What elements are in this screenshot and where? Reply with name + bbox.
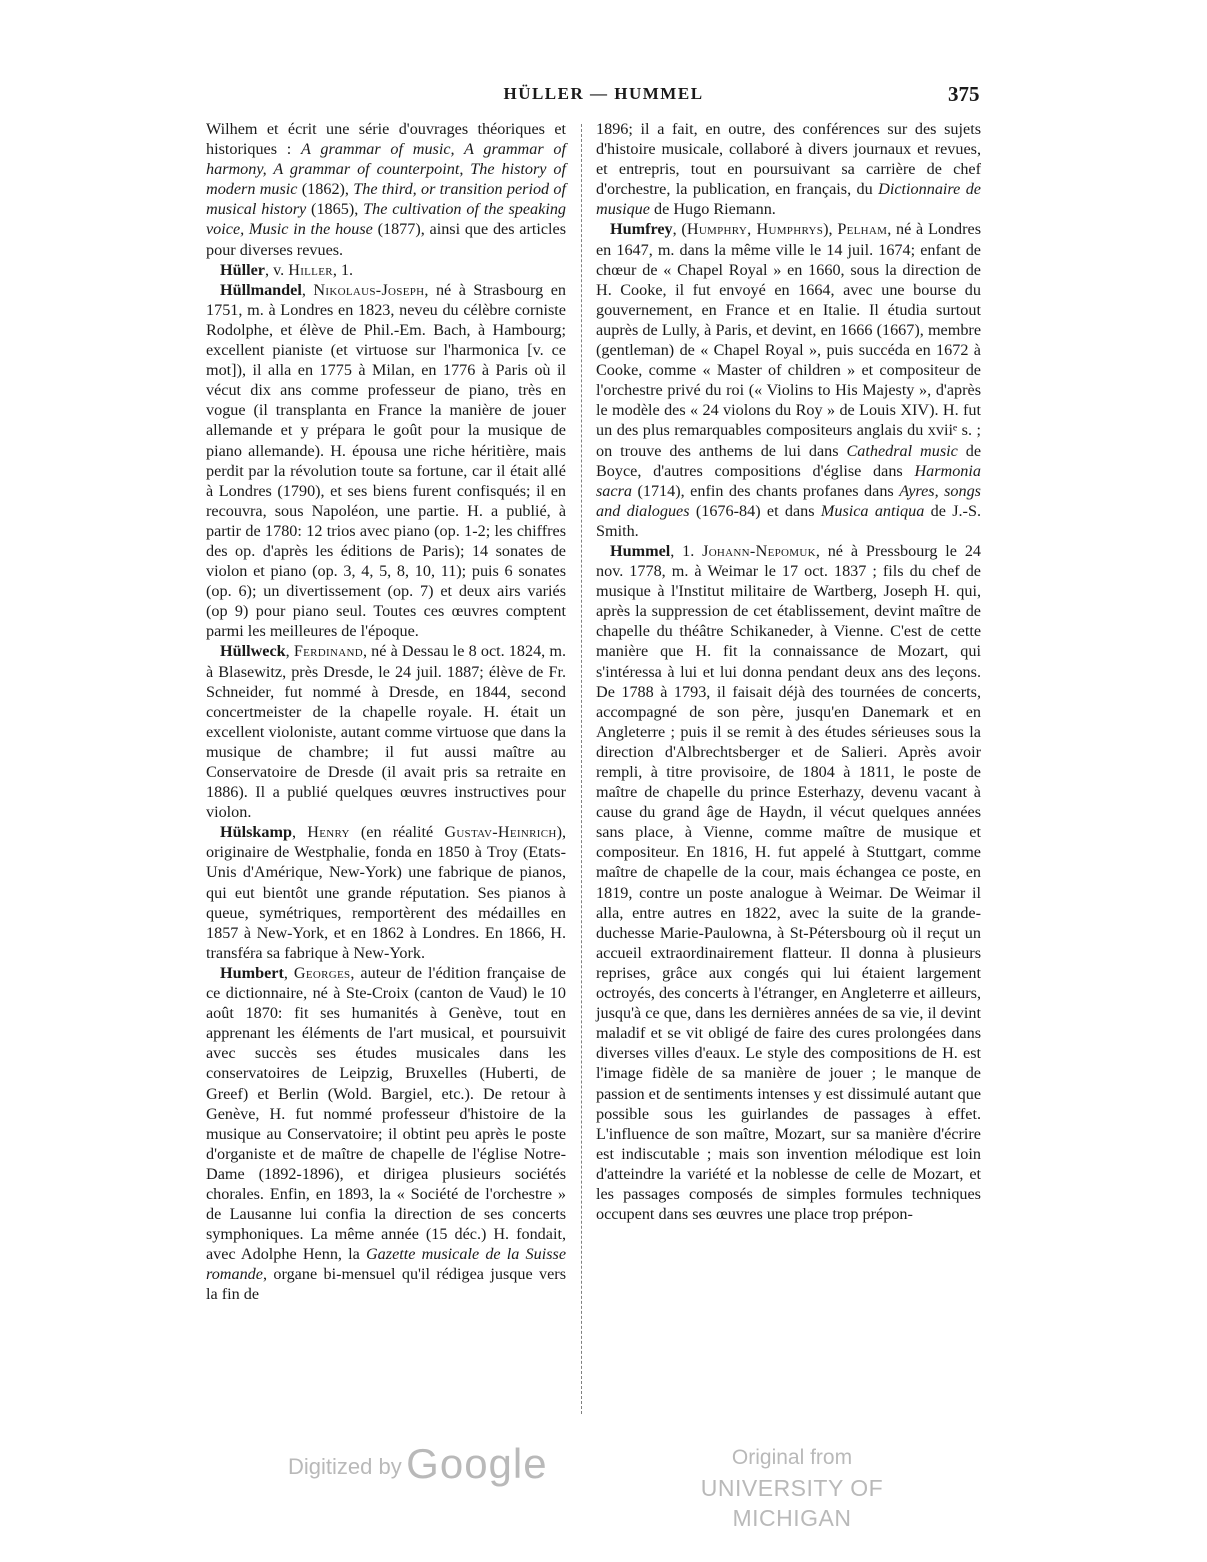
headword: Humbert bbox=[220, 963, 284, 982]
body-text: , 1. bbox=[332, 260, 354, 279]
body-text: 1896; il a fait, en outre, des conférences sur des sujets d'histoire musicale, collaboré à divers journaux et revues, et entrepris, tout en poursuivant sa carrière de chef d'orchestre, la publication, en français, du bbox=[596, 120, 981, 199]
body-text: , bbox=[301, 280, 314, 299]
body-text: (1714), enfin des chants profanes dans bbox=[631, 481, 900, 500]
headword: Hummel bbox=[610, 541, 671, 560]
dictionary-entry bbox=[206, 963, 566, 1305]
headword: Humfrey bbox=[610, 220, 673, 239]
body-text: de J.-S. Smith. bbox=[596, 501, 981, 540]
university-name: UNIVERSITY OF MICHIGAN bbox=[700, 1475, 884, 1531]
body-text: , 1. bbox=[670, 541, 703, 560]
dictionary-entry bbox=[596, 541, 981, 1224]
digitized-by-text: Digitized by bbox=[288, 1454, 402, 1479]
italic-title: The cultivation of the speaking voice, Music in the house bbox=[206, 200, 567, 239]
body-text: (en réalité bbox=[349, 823, 445, 842]
small-caps-name: Hiller bbox=[288, 260, 333, 279]
digitized-by-watermark bbox=[288, 1440, 548, 1488]
italic-title: Dictionnaire de musique bbox=[596, 180, 981, 219]
body-text: , organe bi-mensuel qu'il rédigea jusque vers la fin de bbox=[206, 1265, 566, 1304]
body-text: ), originaire de Westphalie, fonda en 1850 à Troy (Etats-Unis d'Amérique, New-York) une fabrique de pianos, qui eut bientôt une grande réputation. Ses pianos à queue, symétriques, remportèrent des médailles en 1857 à New-York, et en 1862 à Londres. En 1866, H. transféra sa fabrique à New-York. bbox=[206, 823, 567, 962]
body-text: de Boyce, d'autres compositions d'église dans bbox=[596, 441, 982, 480]
dictionary-entry bbox=[596, 219, 981, 541]
body-text: (1877), ainsi que des articles pour diverses revues. bbox=[206, 220, 566, 259]
body-text: , né à Londres en 1647, m. dans la même ville le 14 juil. 1674; enfant de chœur de « Chapel Royal » en 1660, sous la direction de H. Cooke, il fut envoyé en 1664, avec une bourse du gouvernement, en France et en Italie. Il étudia surtout auprès de Lully, à Paris, et devint, en 1666 (1667), membre (gentleman) de « Chapel Royal », puis succéda en 1672 à Cooke, comme « Master of children » et compositeur de l'orchestre privé du roi (« Violins to His Majesty », d'après le modèle des « 24 violons du Roy » de Louis XIV). H. fut un des plus remarquables compositeurs anglais du xviiᵉ s. ; on trouve des anthems de lui dans bbox=[596, 220, 982, 460]
small-caps-name: Gustav-Heinrich bbox=[444, 823, 557, 842]
dictionary-entry bbox=[206, 822, 566, 963]
small-caps-name: Henry bbox=[307, 823, 350, 842]
body-text: (1676-84) et dans bbox=[689, 501, 821, 520]
body-text: , né à Strasbourg en 1751, m. à Londres en 1823, neveu du célèbre corniste Rodolphe, et élève de Phil.-Em. Bach, à Hambourg; excellent pianiste (et virtuose sur l'harmonica [v. ce mot]), il alla en 1775 à Milan, en 1776 à Paris où il vécut dix ans comme professeur de piano, très en vogue (il transplanta en France la manière de jouer allemande et y prépara le goût pour la musique de piano allemande). H. épousa une riche héritière, mais perdit par la révolution toute sa fortune, car il était allé à Londres (1790), et ses biens furent confisqués; il en recouvra, sous Napoléon, une partie. H. a publié, à partir de 1780: 12 trios avec piano (op. 1-2; les chiffres des op. d'après les éditions de Paris); 14 sonates de violon et piano (op. 3, 4, 5, 8, 10, 11); puis 6 sonates (op. 6); un divertissement (op. 7) et deux airs variés (op 9) pour piano seul. Toutes ces œuvres comptent parmi les meilleures de l'époque. bbox=[206, 280, 567, 641]
italic-title: Cathedral music bbox=[846, 441, 958, 460]
body-text: , auteur de l'édition française de ce dictionnaire, né à Ste-Croix (canton de Vaud) le 10 août 1870: fit ses humanités à Genève, tout en apprenant les éléments de l'art musical, et poursuivit avec succès ses études musicales dans les conservatoires de Leipzig, Bruxelles (Huberti, de Greef) et Berlin (Wold. Bargiel, etc.). De retour à Genève, H. fut nommé professeur d'histoire de la musique au Conservatoire; il obtint peu après le poste d'organiste et de maître de chapelle de l'église Notre-Dame (1892-1896), et dirigea plusieurs sociétés chorales. Enfin, en 1893, la « Société de l'orchestre » de Lausanne lui confia la direction de ses concerts symphoniques. La même année (15 déc.) H. fondait, avec Adolphe Henn, la bbox=[206, 963, 566, 1264]
small-caps-name: Johann-Nepomuk bbox=[702, 541, 816, 560]
headword: Hüllweck bbox=[220, 642, 286, 661]
body-text: de Hugo Riemann. bbox=[649, 200, 776, 219]
body-text: (1862), bbox=[297, 180, 354, 199]
italic-title: A grammar of music, A grammar of harmony, A grammar of counterpoint, The history of modern music bbox=[206, 140, 566, 199]
column-divider bbox=[581, 124, 582, 1414]
headword: Hülskamp bbox=[220, 823, 292, 842]
body-text: , v. bbox=[264, 260, 289, 279]
small-caps-name: Ferdinand bbox=[293, 642, 363, 661]
italic-title: Ayres, songs and dialogues bbox=[596, 481, 981, 520]
small-caps-name: Georges bbox=[293, 963, 351, 982]
italic-title: Gazette musicale de la Suisse romande bbox=[206, 1245, 566, 1284]
headword: Hüller bbox=[220, 260, 265, 279]
original-from-watermark bbox=[662, 1443, 922, 1533]
body-text: , né à Dessau le 8 oct. 1824, m. à Blasewitz, près Dresde, le 24 juil. 1887; élève de Fr. Schneider, fut nommé à Dresde, en 1844, second concertmeister de la chapelle royale. H. était un excellent violoniste, autant comme virtuose que dans la musique de chambre; il fut aussi maître au Conservatoire de Dresde (il avait pris sa retraite en 1886). Il a publié quelques œuvres instructives pour violon. bbox=[206, 642, 567, 822]
entry-continuation bbox=[206, 119, 566, 260]
original-from-text: Original from bbox=[731, 1446, 853, 1469]
dictionary-entry bbox=[206, 280, 566, 642]
running-header: HÜLLER — HUMMEL bbox=[503, 84, 704, 103]
body-text: , né à Pressbourg le 24 nov. 1778, m. à Weimar le 17 oct. 1837 ; fils du chef de musique à l'Institut militaire de Wartberg, Joseph H. qui, après la suppression de cet établissement, devint maître de chapelle du théâtre Schikaneder, à Vienne. C'est de cette manière que H. fit la connaissance de Mozart, qui s'intéressa à lui et lui donna pendant deux ans des leçons. De 1788 à 1793, il faisait déjà des tournées de concerts, accompagné de son père, jusqu'en Danemark et en Angleterre ; puis il se remit à des études sérieuses sous la direction d'Albrechtsberger et de Salieri. Après avoir rempli, à titre provisoire, de 1804 à 1811, le poste de maître de chapelle du prince Esterhazy, devenu vacant à cause du grand âge de Haydn, il vécut quelques années sans place, à Vienne, comme maître de musique et compositeur. En 1816, H. fut appelé à Stuttgart, comme maître de chapelle de la cour, mais échangea ce poste, en 1819, contre un poste analogue à Weimar. De Weimar il alla, entre autres en 1822, avec la suite de la grande-duchesse Marie-Paulowna, à St-Pétersbourg où il reçut un accueil extraordinairement flatteur. Il donna à plusieurs reprises, grâce aux congés qui lui étaient largement octroyés, des concerts à l'étranger, en Angleterre et ailleurs, jusqu'à ce que, dans les dernières années de sa vie, il devint maladif et se vit obligé de faire des cures prolongées dans diverses villes d'eaux. Le style des compositions de H. est l'image fidèle de sa manière de jouer ; le manque de passion et de sentiments intenses y est dissimulé autant que possible sous les guirlandes de passages à effet. L'influence de son maître, Mozart, sur sa manière d'écrire est indiscutable ; mais son invention mélodique est loin d'atteindre la variété et la noblesse de celle de Mozart, et les passages composés de simples formules techniques occupent dans ses œuvres une place trop prépon- bbox=[596, 541, 982, 1224]
dictionary-entry bbox=[206, 641, 566, 822]
body-text: Wilhem et écrit une série d'ouvrages théoriques et historiques : bbox=[206, 120, 566, 159]
italic-title: The third, or transition period of musical history bbox=[206, 180, 567, 219]
italic-title: Harmonia sacra bbox=[596, 461, 981, 500]
body-text: , bbox=[285, 642, 294, 661]
dictionary-entry bbox=[206, 260, 566, 280]
small-caps-name: Nikolaus-Joseph bbox=[313, 280, 425, 299]
small-caps-name: Pelham bbox=[837, 220, 888, 239]
italic-title: Musica antiqua bbox=[820, 501, 925, 520]
body-text: (1865), bbox=[306, 200, 364, 219]
entry-continuation bbox=[596, 119, 981, 219]
body-text: , bbox=[291, 823, 308, 842]
left-column bbox=[206, 119, 566, 1305]
body-text: , bbox=[283, 963, 294, 982]
headword: Hüllmandel bbox=[220, 280, 302, 299]
google-logo: Google bbox=[406, 1440, 548, 1487]
body-text: , ( bbox=[672, 220, 687, 239]
body-text: ), bbox=[823, 220, 838, 239]
right-column bbox=[596, 119, 981, 1224]
page-number: 375 bbox=[948, 82, 980, 106]
small-caps-name: Humphry, Humphrys bbox=[686, 220, 824, 239]
